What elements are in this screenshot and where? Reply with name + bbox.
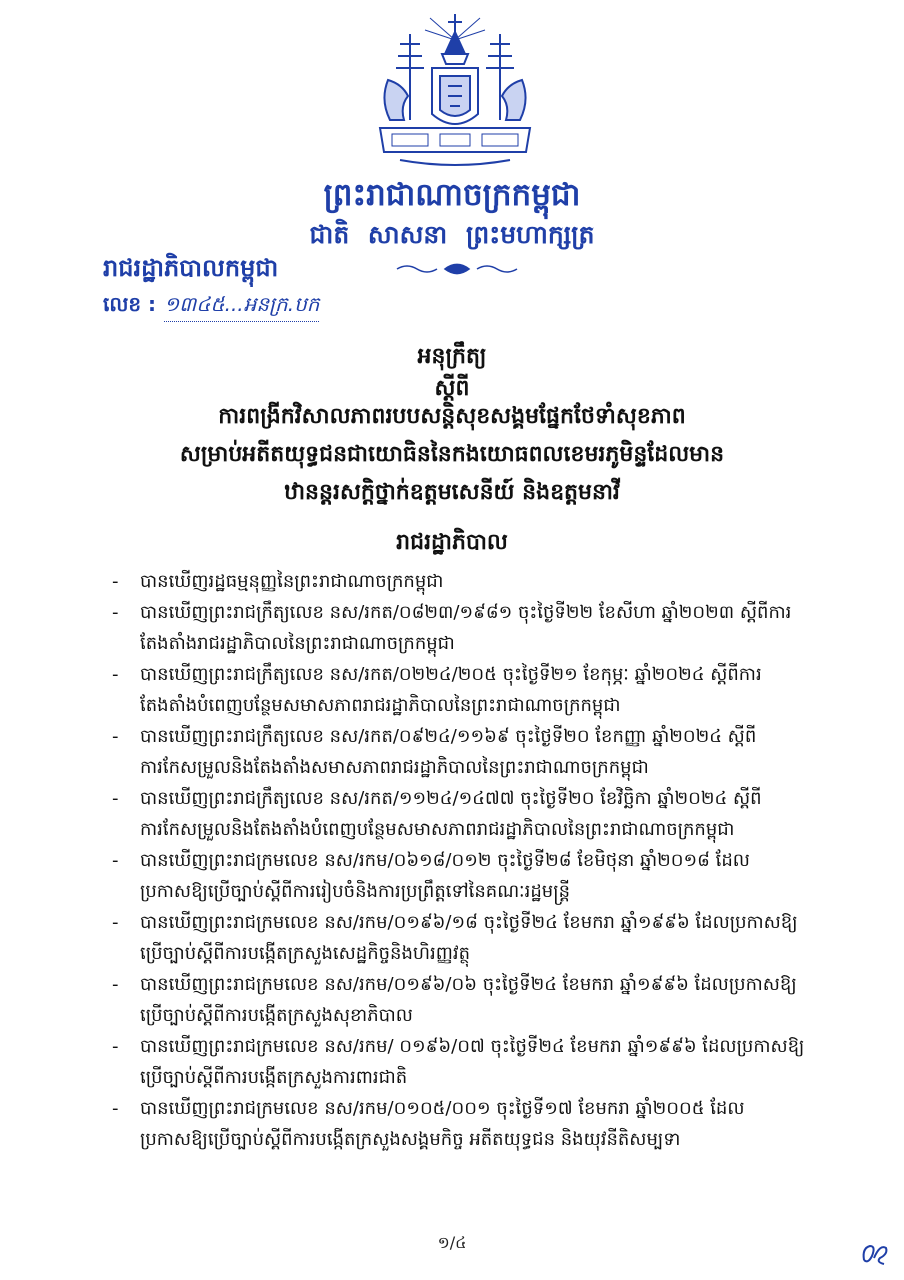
- kingdom-title: ព្រះរាជាណាចក្រកម្ពុជា: [323, 177, 581, 213]
- list-item: - បានឃើញព្រះរាជក្រមលេខ នស/រកម/០៦១៨/០១២ ចុះថ្ងៃទី២៨ ខែមិថុនា ឆ្នាំ២០១៨ ដែលប្រកាសឱ្យប្រើច្បាប់ស្តីពីការរៀបចំនិងការប្រព្រឹត្តទៅនៃគណៈរដ្ឋមន្ត្រី: [112, 845, 812, 907]
- page-number: ១/៤: [437, 1233, 467, 1252]
- list-item: - បានឃើញព្រះរាជក្រមលេខ នស/រកម/០១៩៦/០៦ ចុះថ្ងៃទី២៤ ខែមករា ឆ្នាំ១៩៩៦ ដែលប្រកាសឱ្យប្រើច្បាប់ស្តីពីការបង្កើតក្រសួងសុខាភិបាល: [112, 969, 812, 1031]
- document-number-value: ១៣៤៥...អនក្រ.បក: [164, 291, 319, 322]
- list-item: - បានឃើញព្រះរាជក្រមលេខ នស/រកម/០១០៥/០០១ ចុះថ្ងៃទី១៧ ខែមករា ឆ្នាំ២០០៥ ដែលប្រកាសឱ្យប្រើច្បាប់ស្តីពីការបង្កើតក្រសួងសង្គមកិច្ច អតីតយុទ្ធជន និងយុវនីតិសម្បទា: [112, 1093, 812, 1155]
- subject-line-3: ឋានន្តរសក្តិថ្នាក់ឧត្តមសេនីយ៍ និងឧត្តមនាវី: [284, 480, 620, 505]
- national-motto: ជាតិ សាសនា ព្រះមហាក្សត្រ: [309, 220, 595, 249]
- document-number: [103, 291, 319, 322]
- document-number-label: លេខ :: [103, 292, 157, 316]
- subject-line-1: ការពង្រីកវិសាលភាពរបបសន្តិសុខសង្គមផ្នែកថែទាំសុខភាព: [218, 404, 686, 429]
- document-type: អនុក្រឹត្យ: [417, 344, 487, 369]
- list-item: - បានឃើញរដ្ឋធម្មនុញ្ញនៃព្រះរាជាណាចក្រកម្ពុជា: [112, 566, 812, 597]
- royal-emblem-icon: [370, 10, 540, 170]
- subject-line-2: សម្រាប់អតីតយុទ្ធជនជាយោធិននៃកងយោធពលខេមរភូមិន្ទដែលមាន: [179, 442, 725, 467]
- list-item: - បានឃើញព្រះរាជក្រមលេខ នស/រកម/ ០១៩៦/០៧ ចុះថ្ងៃទី២៤ ខែមករា ឆ្នាំ១៩៩៦ ដែលប្រកាសឱ្យប្រើច្បាប់ស្តីពីការបង្កើតក្រសួងការពារជាតិ: [112, 1031, 812, 1093]
- ornament-divider-icon: [393, 260, 521, 278]
- issuer-heading: រាជរដ្ឋាភិបាល: [396, 530, 508, 555]
- document-about: ស្តីពី: [434, 376, 470, 401]
- list-item: - បានឃើញព្រះរាជក្រមលេខ នស/រកម/០១៩៦/១៨ ចុះថ្ងៃទី២៤ ខែមករា ឆ្នាំ១៩៩៦ ដែលប្រកាសឱ្យប្រើច្បាប់ស្តីពីការបង្កើតក្រសួងសេដ្ឋកិច្ចនិងហិរញ្ញវត្ថុ: [112, 907, 812, 969]
- issuing-government: រាជរដ្ឋាភិបាលកម្ពុជា: [103, 254, 279, 282]
- considerations-list: [112, 566, 812, 1155]
- list-item: - បានឃើញព្រះរាជក្រឹត្យលេខ នស/រកត/០២២៤/២០៥ ចុះថ្ងៃទី២១ ខែកុម្ភៈ ឆ្នាំ២០២៤ ស្តីពីការតែងតាំងបំពេញបន្ថែមសមាសភាពរាជរដ្ឋាភិបាលនៃព្រះរាជាណាចក្រកម្ពុជា: [112, 659, 812, 721]
- list-item: - បានឃើញព្រះរាជក្រឹត្យលេខ នស/រកត/០៩២៤/១១៦៩ ចុះថ្ងៃទី២០ ខែកញ្ញា ឆ្នាំ២០២៤ ស្តីពីការកែសម្រួលនិងតែងតាំងសមាសភាពរាជរដ្ឋាភិបាលនៃព្រះរាជាណាចក្រកម្ពុជា: [112, 721, 812, 783]
- list-item: - បានឃើញព្រះរាជក្រឹត្យលេខ នស/រកត/០៨២៣/១៩៨១ ចុះថ្ងៃទី២២ ខែសីហា ឆ្នាំ២០២៣ ស្តីពីការតែងតាំងរាជរដ្ឋាភិបាលនៃព្រះរាជាណាចក្រកម្ពុជា: [112, 597, 812, 659]
- handwritten-initial-icon: [858, 1238, 892, 1268]
- list-item: - បានឃើញព្រះរាជក្រឹត្យលេខ នស/រកត/១១២៤/១៤៧៧ ចុះថ្ងៃទី២០ ខែវិច្ឆិកា ឆ្នាំ២០២៤ ស្តីពីការកែសម្រួលនិងតែងតាំងបំពេញបន្ថែមសមាសភាពរាជរដ្ឋាភិបាលនៃព្រះរាជាណាចក្រកម្ពុជា: [112, 783, 812, 845]
